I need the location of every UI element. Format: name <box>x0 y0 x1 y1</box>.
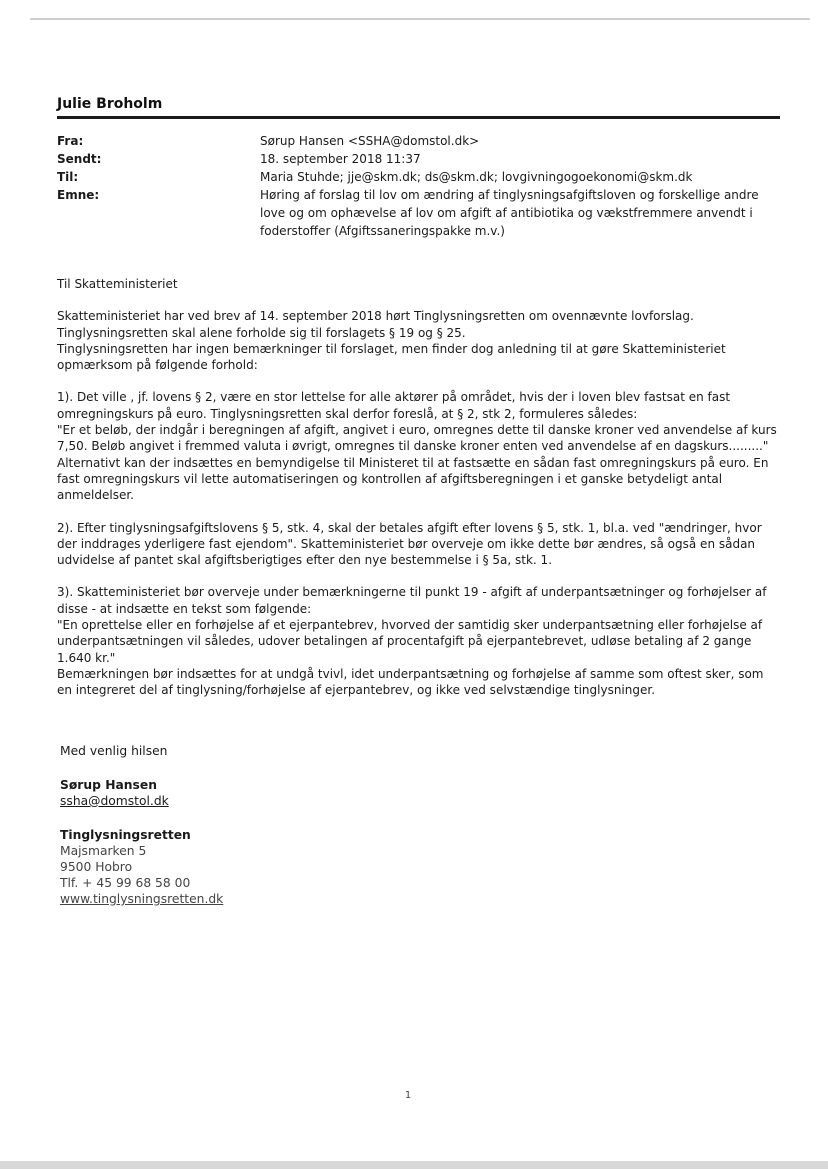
header-row-from <box>57 132 780 150</box>
intro-line: Tinglysningsretten skal alene forholde sig til forslagets § 19 og § 25. <box>57 325 466 340</box>
greeting: Til Skatteministeriet <box>57 277 178 291</box>
intro-line: Skatteministeriet har ved brev af 14. september 2018 hørt Tinglysningsretten om ovennævnte lovforslag. <box>57 309 694 324</box>
intro-line: Tinglysningsretten har ingen bemærkninger til forslaget, men finder dog anledning til at gøre Skatteministeriet opmærksom på følgende forhold: <box>57 341 726 373</box>
header-label: Fra: <box>57 134 84 148</box>
point-3-quote: "En oprettelse eller en forhøjelse af et ejerpantebrev, hvorved der samtidig sker underpantsætning eller forhøjelse af underpantsætningen vil således, udover betalingen af procentafgift på ejerpantebrevet, udløse betaling af 2 gange 1.640 kr." <box>57 618 763 665</box>
header-row-sent <box>57 150 780 168</box>
header-label: Sendt: <box>57 152 102 166</box>
closing-phrase: Med venlig hilsen <box>60 744 168 758</box>
email-header-block <box>57 132 780 240</box>
sender-name: Sørup Hansen <box>60 778 157 792</box>
header-value-from: Sørup Hansen <SSHA@domstol.dk> <box>260 134 480 148</box>
page-number: 1 <box>404 1090 412 1101</box>
point-3-text: 3). Skatteministeriet bør overveje under bemærkningerne til punkt 19 - afgift af underpantsætninger og forhøjelser af disse - at indsætte en tekst som følgende: <box>57 585 767 616</box>
point-1-alternative: Alternativt kan der indsættes en bemyndigelse til Ministeret til at fastsætte en sådan fast omregningskurs på euro. En fast omregningskurs vil lette automatiseringen og kontrollen af afgiftsberegningen i et ganske betydeligt antal anmeldelser. <box>57 455 769 503</box>
phone-number: Tlf. + 45 99 68 58 00 <box>60 876 191 890</box>
header-row-to <box>57 168 780 186</box>
point-1-quote: "Er et beløb, der indgår i beregningen af afgift, angivet i euro, omregnes dette til danske kroner ved anvendelse af kurs 7,50. Beløb angivet i fremmed valuta i øvrigt, omregnes til danske kroner enten ved anvendelse af en dagskurs........." <box>57 423 777 454</box>
header-row-subject <box>57 186 780 240</box>
header-label: Emne: <box>57 188 100 202</box>
header-value-sent: 18. september 2018 11:37 <box>260 152 421 166</box>
sender-email-link[interactable]: ssha@domstol.dk <box>60 794 169 808</box>
address-city: 9500 Hobro <box>60 860 133 874</box>
header-value-subject: Høring af forslag til lov om ændring af tinglysningsafgiftsloven og forskellige andre love og om ophævelse af lov om afgift af antibiotika og vækstfremmere anvendt i foderstoffer (Afgiftssaneringspakke m.v.) <box>260 188 759 238</box>
header-label: Til: <box>57 170 79 184</box>
point-1-text: 1). Det ville , jf. lovens § 2, være en stor lettelse for alle aktører på området, hvis der i loven blev fastsat en fast omregningskurs på euro. Tinglysningsretten skal derfor foreslå, at § 2, stk 2, formuleres således: <box>57 390 731 421</box>
website-link[interactable]: www.tinglysningsretten.dk <box>60 892 224 906</box>
point-2-text: 2). Efter tinglysningsafgiftslovens § 5, stk. 4, skal der betales afgift efter lovens § 5, stk. 1, bl.a. ved "ændringer, hvor der inddrages yderligere fast ejendom". Skatteministeriet bør overveje om ikke dette bør ændres, så også en sådan udvidelse af pantet skal afgiftsberigtiges efter den nye bestemmelse i § 5a, stk. 1. <box>57 520 762 568</box>
signature-block <box>60 743 460 907</box>
email-body <box>57 276 780 699</box>
scan-top-edge <box>30 18 810 20</box>
organization-name: Tinglysningsretten <box>60 828 191 842</box>
header-value-to: Maria Stuhde; jje@skm.dk; ds@skm.dk; lovgivningogoekonomi@skm.dk <box>260 170 693 184</box>
address-street: Majsmarken 5 <box>60 844 147 858</box>
header-divider <box>57 116 780 119</box>
scan-bottom-edge <box>0 1161 828 1169</box>
point-3-remark: Bemærkningen bør indsættes for at undgå tvivl, idet underpantsætning og forhøjelse af samme som oftest sker, som en integreret del af tinglysning/forhøjelse af ejerpantebrev, og ikke ved selvstændige tinglysninger. <box>57 666 764 698</box>
mailbox-owner-name: Julie Broholm <box>57 96 163 112</box>
